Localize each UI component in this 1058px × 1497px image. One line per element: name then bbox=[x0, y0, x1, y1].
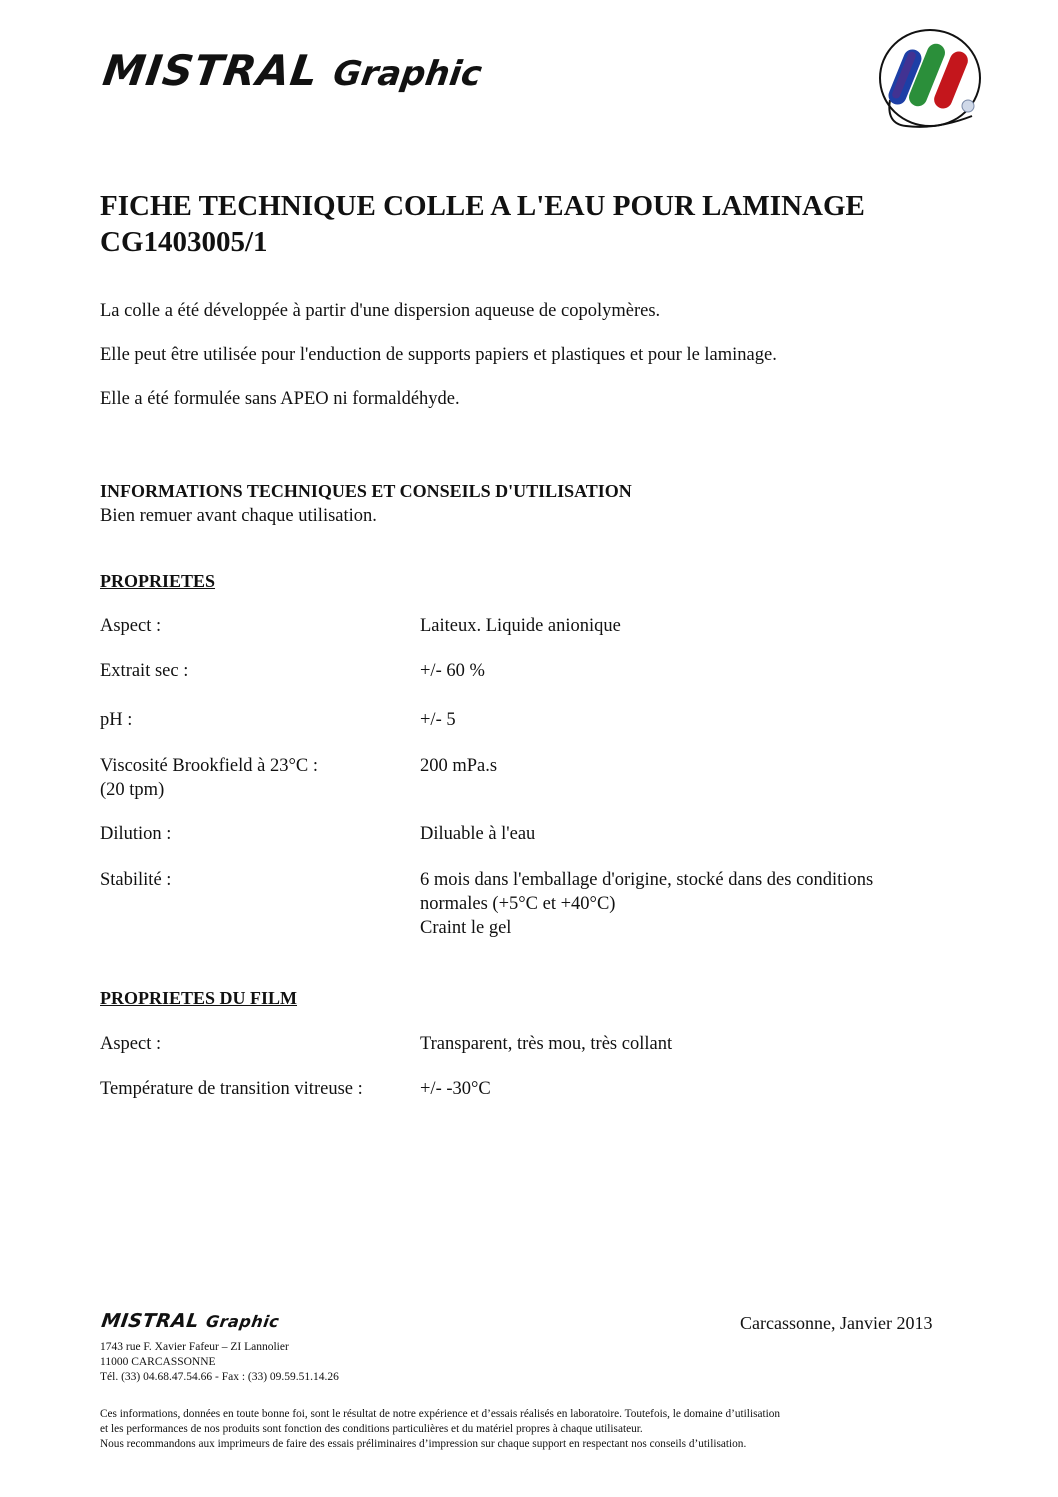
title-line-1: FICHE TECHNIQUE COLLE A L'EAU POUR LAMINAGE bbox=[100, 190, 865, 222]
section-heading-film: PROPRIETES DU FILM bbox=[100, 988, 298, 1008]
property-value: Laiteux. Liquide anionique bbox=[420, 616, 621, 636]
property-label: pH : bbox=[100, 710, 133, 730]
property-label: Extrait sec : bbox=[100, 661, 189, 681]
property-label: Dilution : bbox=[100, 824, 172, 844]
disclaimer-line: Nous recommandons aux imprimeurs de faire des essais préliminaires d’impression sur chaque support en respectant nos conseils d’utilisation. bbox=[100, 1438, 747, 1450]
property-value: +/- -30°C bbox=[420, 1079, 491, 1099]
footer-brand-sub: Graphic bbox=[204, 1312, 281, 1331]
property-value: +/- 60 % bbox=[420, 661, 485, 681]
intro-paragraph: Elle peut être utilisée pour l'enduction de supports papiers et plastiques et pour le laminage. bbox=[100, 345, 777, 365]
footer-brand-main: MISTRAL bbox=[100, 1310, 201, 1332]
property-value: Transparent, très mou, très collant bbox=[420, 1034, 673, 1054]
info-heading: INFORMATIONS TECHNIQUES ET CONSEILS D'UTILISATION bbox=[100, 481, 632, 501]
property-label bbox=[100, 754, 420, 802]
intro-paragraph: La colle a été développée à partir d'une dispersion aqueuse de copolymères. bbox=[100, 301, 661, 321]
brand-sub: Graphic bbox=[330, 54, 485, 94]
address-line: Tél. (33) 04.68.47.54.66 - Fax : (33) 09.59.51.14.26 bbox=[100, 1371, 339, 1383]
property-label: Température de transition vitreuse : bbox=[100, 1079, 363, 1099]
property-value: 200 mPa.s bbox=[420, 756, 498, 776]
document-title bbox=[100, 188, 865, 260]
property-label: Aspect : bbox=[100, 1034, 162, 1054]
disclaimer bbox=[100, 1407, 960, 1452]
place-date: Carcassonne, Janvier 2013 bbox=[740, 1313, 933, 1333]
brand-main: MISTRAL bbox=[100, 46, 322, 95]
property-value bbox=[420, 868, 980, 940]
address-line: 1743 rue F. Xavier Fafeur – ZI Lannolier bbox=[100, 1341, 289, 1353]
address-line: 11000 CARCASSONNE bbox=[100, 1356, 216, 1368]
section-heading-proprietes: PROPRIETES bbox=[100, 571, 216, 591]
company-address bbox=[100, 1340, 339, 1385]
property-value-line: Craint le gel bbox=[420, 918, 512, 938]
property-value: Diluable à l'eau bbox=[420, 824, 536, 844]
property-label: Aspect : bbox=[100, 616, 162, 636]
property-label-line: Viscosité Brookfield à 23°C : bbox=[100, 756, 318, 776]
property-label: Stabilité : bbox=[100, 870, 172, 890]
intro-paragraph: Elle a été formulée sans APEO ni formaldéhyde. bbox=[100, 389, 460, 409]
title-line-2: CG1403005/1 bbox=[100, 226, 268, 258]
brand-logotype bbox=[100, 46, 485, 95]
info-text: Bien remuer avant chaque utilisation. bbox=[100, 506, 377, 526]
property-value: +/- 5 bbox=[420, 710, 456, 730]
mistral-logo-icon bbox=[876, 26, 988, 134]
disclaimer-line: et les performances de nos produits sont fonction des conditions particulières et du matériel propres à chaque utilisateur. bbox=[100, 1423, 643, 1435]
disclaimer-line: Ces informations, données en toute bonne foi, sont le résultat de notre expérience et d’essais réalisés en laboratoire. Toutefois, le domaine d’utilisation bbox=[100, 1408, 781, 1420]
property-label-line: (20 tpm) bbox=[100, 780, 165, 800]
intro-paragraphs bbox=[100, 300, 777, 432]
footer-brand-logotype bbox=[100, 1310, 281, 1332]
property-value-line: normales (+5°C et +40°C) bbox=[420, 894, 616, 914]
property-value-line: 6 mois dans l'emballage d'origine, stocké dans des conditions bbox=[420, 870, 874, 890]
